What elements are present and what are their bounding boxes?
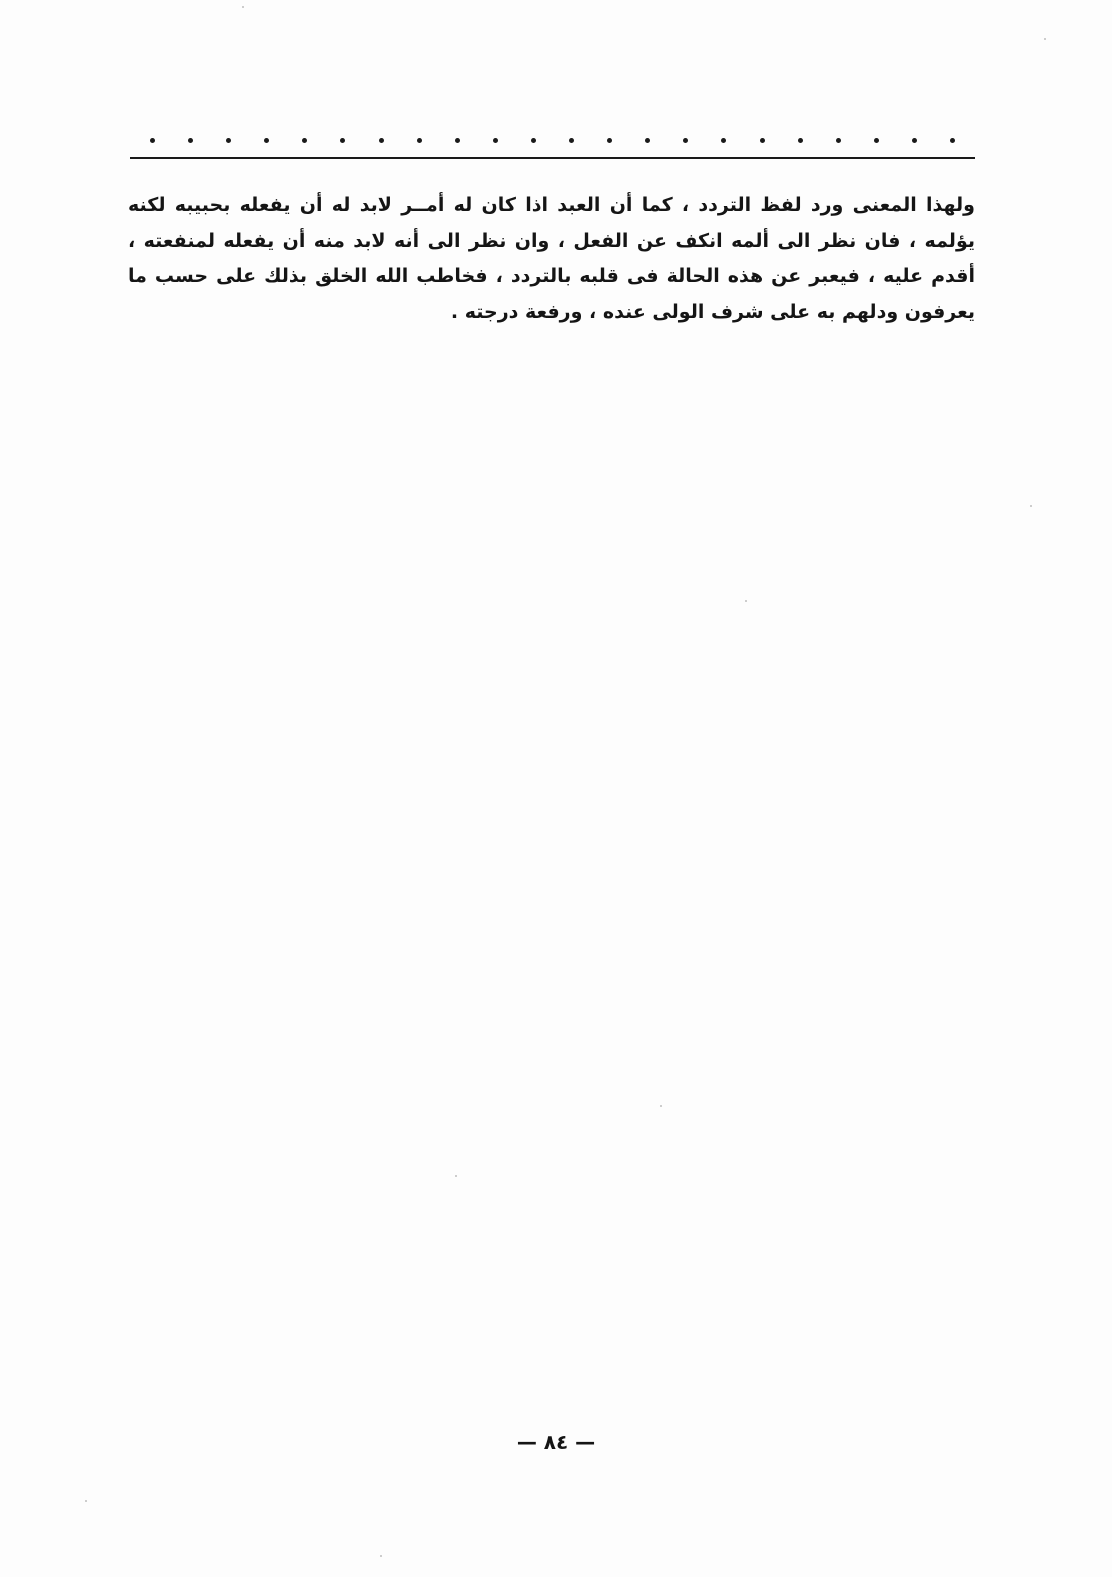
ornament-dot: [912, 138, 917, 143]
ornament-dot: [874, 138, 879, 143]
decorative-dot-row: [130, 134, 975, 146]
ornament-dot: [531, 138, 536, 143]
ornament-dot: [760, 138, 765, 143]
ornament-dot: [379, 138, 384, 143]
scan-speckle: [455, 1175, 457, 1177]
ornament-dot: [188, 138, 193, 143]
page-number: — ٨٤ —: [516, 1430, 596, 1454]
scan-speckle: [1044, 38, 1046, 40]
scan-speckle: [242, 6, 244, 8]
body-text: [128, 188, 975, 330]
ornament-dot: [340, 138, 345, 143]
ornament-dot: [493, 138, 498, 143]
ornament-dot: [950, 138, 955, 143]
ornament-dot: [798, 138, 803, 143]
paragraph: ولهذا المعنى ورد لفظ التردد ، كما أن العبد اذا كان له أمــر لابد له أن يفعله بحبيبه لكنه يؤلمه ، فان نظر الى ألمه انكف عن الفعل ، وان نظر الى أنه لابد منه أن يفعله لمنفعته ، أقدم عليه ، فيعبر عن هذه الحالة فى قلبه بالتردد ، فخاطب الله الخلق بذلك على حسب ما يعرفون ودلهم به على شرف الولى عنده ، ورفعة درجته .: [128, 194, 975, 323]
ornament-dot: [150, 138, 155, 143]
scan-speckle: [1030, 505, 1032, 507]
scan-speckle: [380, 1555, 382, 1557]
ornament-dot: [721, 138, 726, 143]
ornament-dot: [836, 138, 841, 143]
scan-speckle: [85, 1500, 87, 1502]
ornament-dot: [569, 138, 574, 143]
scan-speckle: [745, 600, 747, 602]
ornament-dot: [302, 138, 307, 143]
scan-speckle: [660, 1105, 662, 1107]
ornament-dot: [683, 138, 688, 143]
ornament-dot: [455, 138, 460, 143]
ornament-dot: [264, 138, 269, 143]
ornament-dot: [226, 138, 231, 143]
ornament-dot: [645, 138, 650, 143]
ornament-dot: [417, 138, 422, 143]
header-rule: [130, 157, 975, 159]
ornament-dot: [607, 138, 612, 143]
